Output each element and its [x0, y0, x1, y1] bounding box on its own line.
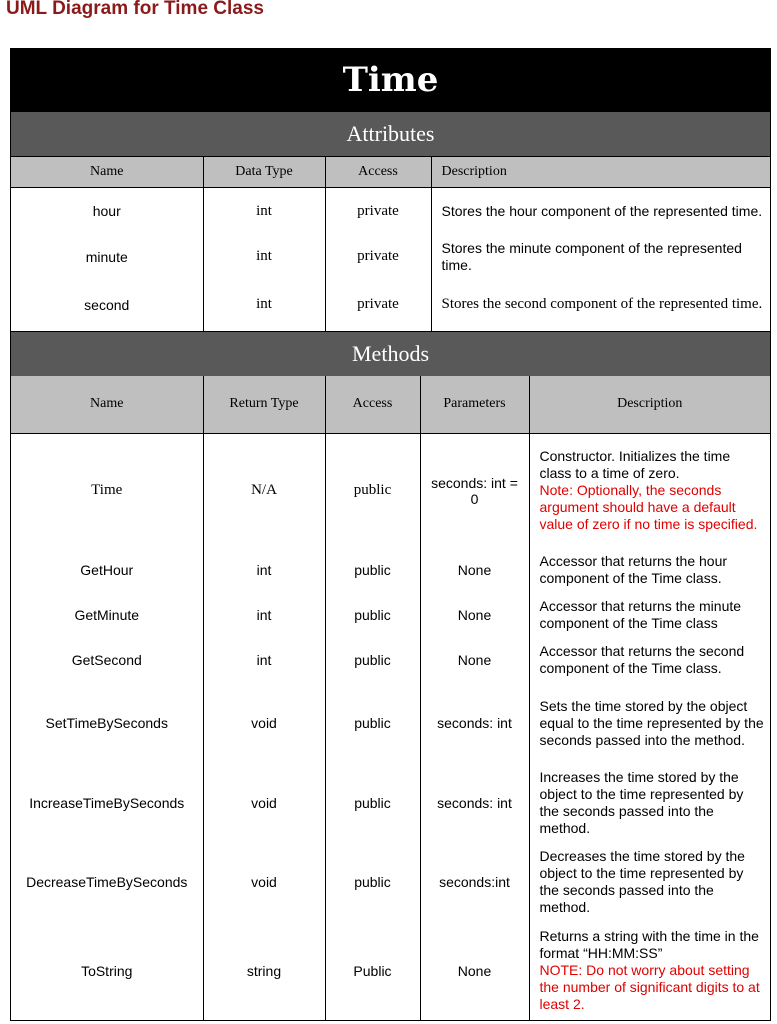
method-desc: Returns a string with the time in the format “HH:MM:SS”: [539, 928, 759, 961]
attr-desc: Stores the hour component of the represented time.: [431, 188, 770, 235]
method-desc: Constructor. Initializes the time class to a time of zero.: [539, 448, 731, 482]
attr-name: minute: [11, 235, 203, 279]
methods-header-row: [11, 376, 770, 434]
method-row: [11, 548, 770, 593]
method-row: [11, 683, 770, 764]
method-row: [11, 843, 770, 922]
method-return-type: void: [203, 843, 325, 922]
method-params: None: [420, 638, 529, 683]
method-params: seconds: int = 0: [420, 434, 529, 548]
attr-access: private: [325, 235, 431, 279]
class-name: Time: [11, 49, 770, 111]
method-name: GetMinute: [11, 593, 203, 638]
method-return-type: int: [203, 638, 325, 683]
attribute-row: [11, 188, 770, 235]
method-desc: Accessor that returns the minute component of the Time class: [529, 593, 770, 638]
method-return-type: string: [203, 922, 325, 1020]
attr-desc: Stores the second component of the represented time.: [431, 279, 770, 331]
method-return-type: void: [203, 683, 325, 764]
method-access: public: [325, 683, 420, 764]
method-name: Time: [11, 434, 203, 548]
method-desc: Accessor that returns the second component of the Time class.: [529, 638, 770, 683]
method-row: [11, 638, 770, 683]
method-name: IncreaseTimeBySeconds: [11, 764, 203, 843]
method-row: [11, 922, 770, 1020]
method-name: GetSecond: [11, 638, 203, 683]
method-desc-cell: [529, 434, 770, 548]
attr-type: int: [203, 188, 325, 235]
attributes-header-row: [11, 157, 770, 188]
method-note: Note: Optionally, the seconds argument should have a default value of zero if no time is specified.: [539, 482, 758, 533]
attr-header-access: Access: [325, 157, 431, 188]
method-header-name: Name: [11, 376, 203, 434]
attr-header-type: Data Type: [203, 157, 325, 188]
method-params: seconds: int: [420, 764, 529, 843]
method-desc: Accessor that returns the hour component of the Time class.: [529, 548, 770, 593]
attr-header-name: Name: [11, 157, 203, 188]
method-return-type: int: [203, 548, 325, 593]
method-row: [11, 593, 770, 638]
method-row: [11, 434, 770, 548]
method-name: DecreaseTimeBySeconds: [11, 843, 203, 922]
attr-access: private: [325, 279, 431, 331]
method-params: None: [420, 548, 529, 593]
attributes-table: [11, 156, 770, 331]
method-name: ToString: [11, 922, 203, 1020]
method-access: public: [325, 638, 420, 683]
attr-access: private: [325, 188, 431, 235]
attr-desc: Stores the minute component of the represented time.: [431, 235, 770, 279]
method-desc: Increases the time stored by the object to the time represented by the seconds passed into the method.: [529, 764, 770, 843]
method-desc: Sets the time stored by the object equal to the time represented by the seconds passed into the method.: [529, 683, 770, 764]
method-name: GetHour: [11, 548, 203, 593]
method-desc: Decreases the time stored by the object to the time represented by the seconds passed into the method.: [529, 843, 770, 922]
method-desc-cell: [529, 922, 770, 1020]
attr-type: int: [203, 279, 325, 331]
method-return-type: N/A: [203, 434, 325, 548]
method-params: None: [420, 593, 529, 638]
method-return-type: int: [203, 593, 325, 638]
method-access: public: [325, 548, 420, 593]
method-header-desc: Description: [529, 376, 770, 434]
attr-name: hour: [11, 188, 203, 235]
method-access: Public: [325, 922, 420, 1020]
method-header-access: Access: [325, 376, 420, 434]
methods-table: [11, 376, 770, 1020]
attr-header-desc: Description: [431, 157, 770, 188]
method-name: SetTimeBySeconds: [11, 683, 203, 764]
method-header-return: Return Type: [203, 376, 325, 434]
method-access: public: [325, 593, 420, 638]
method-note: NOTE: Do not worry about setting the number of significant digits to at least 2.: [539, 962, 760, 1012]
page-title: UML Diagram for Time Class: [6, 0, 264, 19]
attributes-section-title: Attributes: [11, 111, 770, 156]
method-params: None: [420, 922, 529, 1020]
method-params: seconds:int: [420, 843, 529, 922]
method-return-type: void: [203, 764, 325, 843]
attribute-row: [11, 279, 770, 331]
method-header-params: Parameters: [420, 376, 529, 434]
attribute-row: [11, 235, 770, 279]
method-params: seconds: int: [420, 683, 529, 764]
uml-class-table: [10, 48, 771, 1021]
method-access: public: [325, 843, 420, 922]
method-access: public: [325, 434, 420, 548]
method-access: public: [325, 764, 420, 843]
methods-section-title: Methods: [11, 331, 770, 376]
attr-name: second: [11, 279, 203, 331]
attr-type: int: [203, 235, 325, 279]
method-row: [11, 764, 770, 843]
